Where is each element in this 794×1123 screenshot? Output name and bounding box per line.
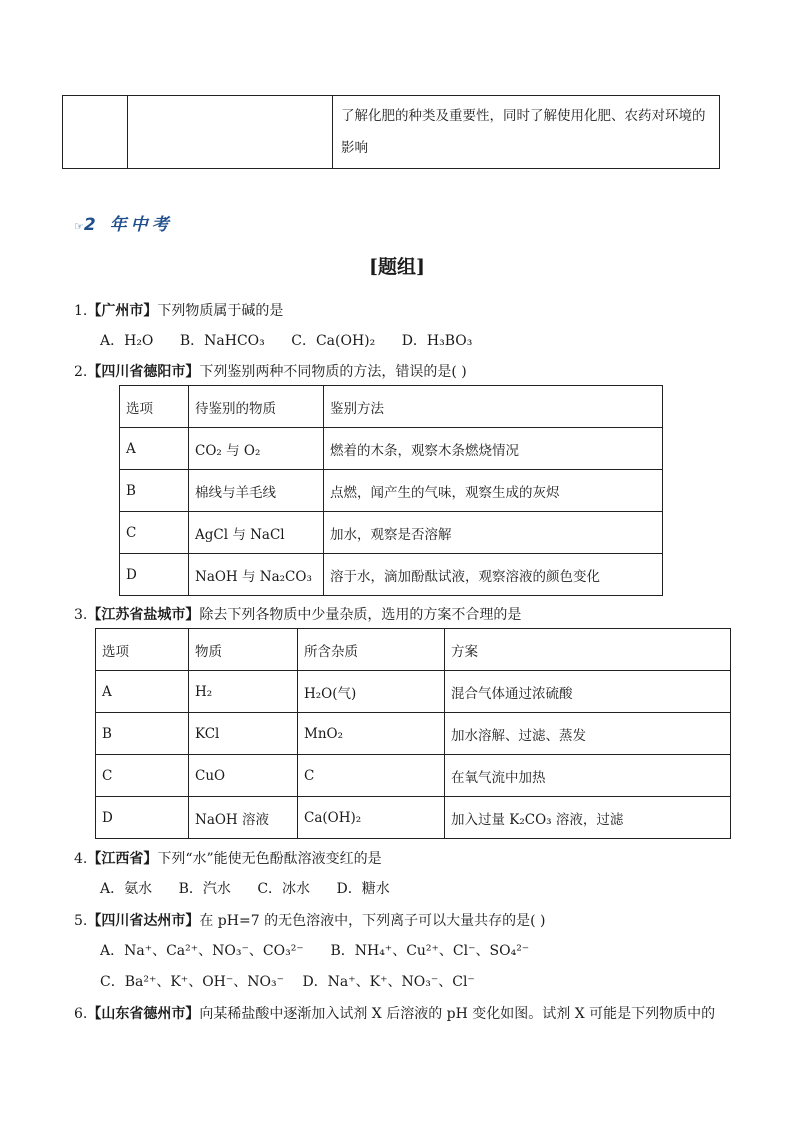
table-cell: C [96,755,189,797]
table-cell: 加水溶解、过滤、蒸发 [445,713,731,755]
question-2-table [119,385,663,596]
table-cell: AgCl 与 NaCl [189,512,324,554]
question-source: 【江苏省盐城市】 [87,607,200,623]
table-cell: CO₂ 与 O₂ [189,428,324,470]
question-3-table [95,628,731,839]
table-cell: D [96,797,189,839]
table-row [120,512,663,554]
option-d: D．糖水 [336,881,390,897]
table-cell: A [96,671,189,713]
table-cell: H₂ [189,671,298,713]
table-cell: CuO [189,755,298,797]
table-row [96,671,731,713]
question-source: 【广州市】 [87,303,158,319]
column-header: 物质 [189,629,298,671]
question-source: 【四川省达州市】 [87,913,200,929]
table-row [96,755,731,797]
table-cell: 溶于水，滴加酚酞试液，观察溶液的颜色变化 [324,554,663,596]
question-number: 6. [74,1006,88,1022]
question-number: 5. [74,913,88,929]
table-cell: 棉线与羊毛线 [189,470,324,512]
table-row [96,797,731,839]
table-cell [128,96,333,169]
table-row [63,96,720,169]
section-heading-text: 2 年中考 [83,215,173,235]
table-cell: 混合气体通过浓硫酸 [445,671,731,713]
option-b: B．NH₄⁺、Cu²⁺、Cl⁻、SO₄²⁻ [330,943,530,959]
question-text: 除去下列各物质中少量杂质，选用的方案不合理的是 [199,607,522,623]
question-number: 4. [74,851,88,867]
column-header: 鉴别方法 [324,386,663,428]
option-a: A．H₂O [100,333,154,349]
question-3 [74,604,521,624]
table-header-row [96,629,731,671]
question-text: 在 pH=7 的无色溶液中，下列离子可以大量共存的是( ) [199,913,546,929]
table-row [120,428,663,470]
table-cell [63,96,128,169]
table-cell: 加水，观察是否溶解 [324,512,663,554]
pointer-icon: ☞ [74,220,84,233]
option-b: B．NaHCO₃ [179,333,265,349]
option-c: C．冰水 [257,881,311,897]
option-c: C．Ba²⁺、K⁺、OH⁻、NO₃⁻ [100,974,285,990]
question-5 [74,910,545,930]
table-row [120,470,663,512]
question-text: 下列物质属于碱的是 [157,303,284,319]
question-source: 【江西省】 [87,851,158,867]
group-title: [题组] [369,256,425,278]
section-heading [74,210,173,235]
question-5-options-line-1 [100,940,551,960]
table-cell: 加入过量 K₂CO₃ 溶液，过滤 [445,797,731,839]
question-text: 下列鉴别两种不同物质的方法，错误的是( ) [199,364,467,380]
column-header: 所含杂质 [298,629,445,671]
option-a: A．氨水 [100,881,153,897]
table-cell: Ca(OH)₂ [298,797,445,839]
table-cell: 了解化肥的种类及重要性，同时了解使用化肥、农药对环境的影响 [333,96,720,169]
option-d: D．H₃BO₃ [401,333,473,349]
question-5-options-line-2 [100,971,497,991]
table-row [96,713,731,755]
question-text: 向某稀盐酸中逐渐加入试剂 X 后溶液的 pH 变化如图。试剂 X 可能是下列物质中的 [199,1006,716,1022]
option-d: D．Na⁺、K⁺、NO₃⁻、Cl⁻ [302,974,475,990]
table-cell: A [120,428,189,470]
column-header: 待鉴别的物质 [189,386,324,428]
question-1-options [100,330,494,350]
table-cell: C [298,755,445,797]
table-cell: NaOH 与 Na₂CO₃ [189,554,324,596]
table-cell: B [120,470,189,512]
question-number: 3. [74,607,88,623]
table-cell: 点燃，闻产生的气味，观察生成的灰烬 [324,470,663,512]
table-cell: B [96,713,189,755]
column-header: 方案 [445,629,731,671]
table-cell: NaOH 溶液 [189,797,298,839]
column-header: 选项 [96,629,189,671]
question-1 [74,300,283,320]
question-text: 下列“水”能使无色酚酞溶液变红的是 [157,851,382,867]
question-number: 1. [74,303,88,319]
option-b: B．汽水 [178,881,231,897]
question-source: 【四川省德阳市】 [87,364,200,380]
question-2 [74,361,467,381]
top-table [62,95,720,169]
option-c: C．Ca(OH)₂ [291,333,376,349]
table-cell: 燃着的木条，观察木条燃烧情况 [324,428,663,470]
table-row [120,554,663,596]
table-cell: KCl [189,713,298,755]
question-6 [74,1003,715,1023]
table-cell: MnO₂ [298,713,445,755]
table-cell: D [120,554,189,596]
table-header-row [120,386,663,428]
question-4 [74,848,382,868]
table-cell: C [120,512,189,554]
table-cell: 在氧气流中加热 [445,755,731,797]
question-4-options [100,878,412,898]
table-cell: H₂O(气) [298,671,445,713]
column-header: 选项 [120,386,189,428]
option-a: A．Na⁺、Ca²⁺、NO₃⁻、CO₃²⁻ [100,943,304,959]
question-source: 【山东省德州市】 [87,1006,200,1022]
question-number: 2. [74,364,88,380]
